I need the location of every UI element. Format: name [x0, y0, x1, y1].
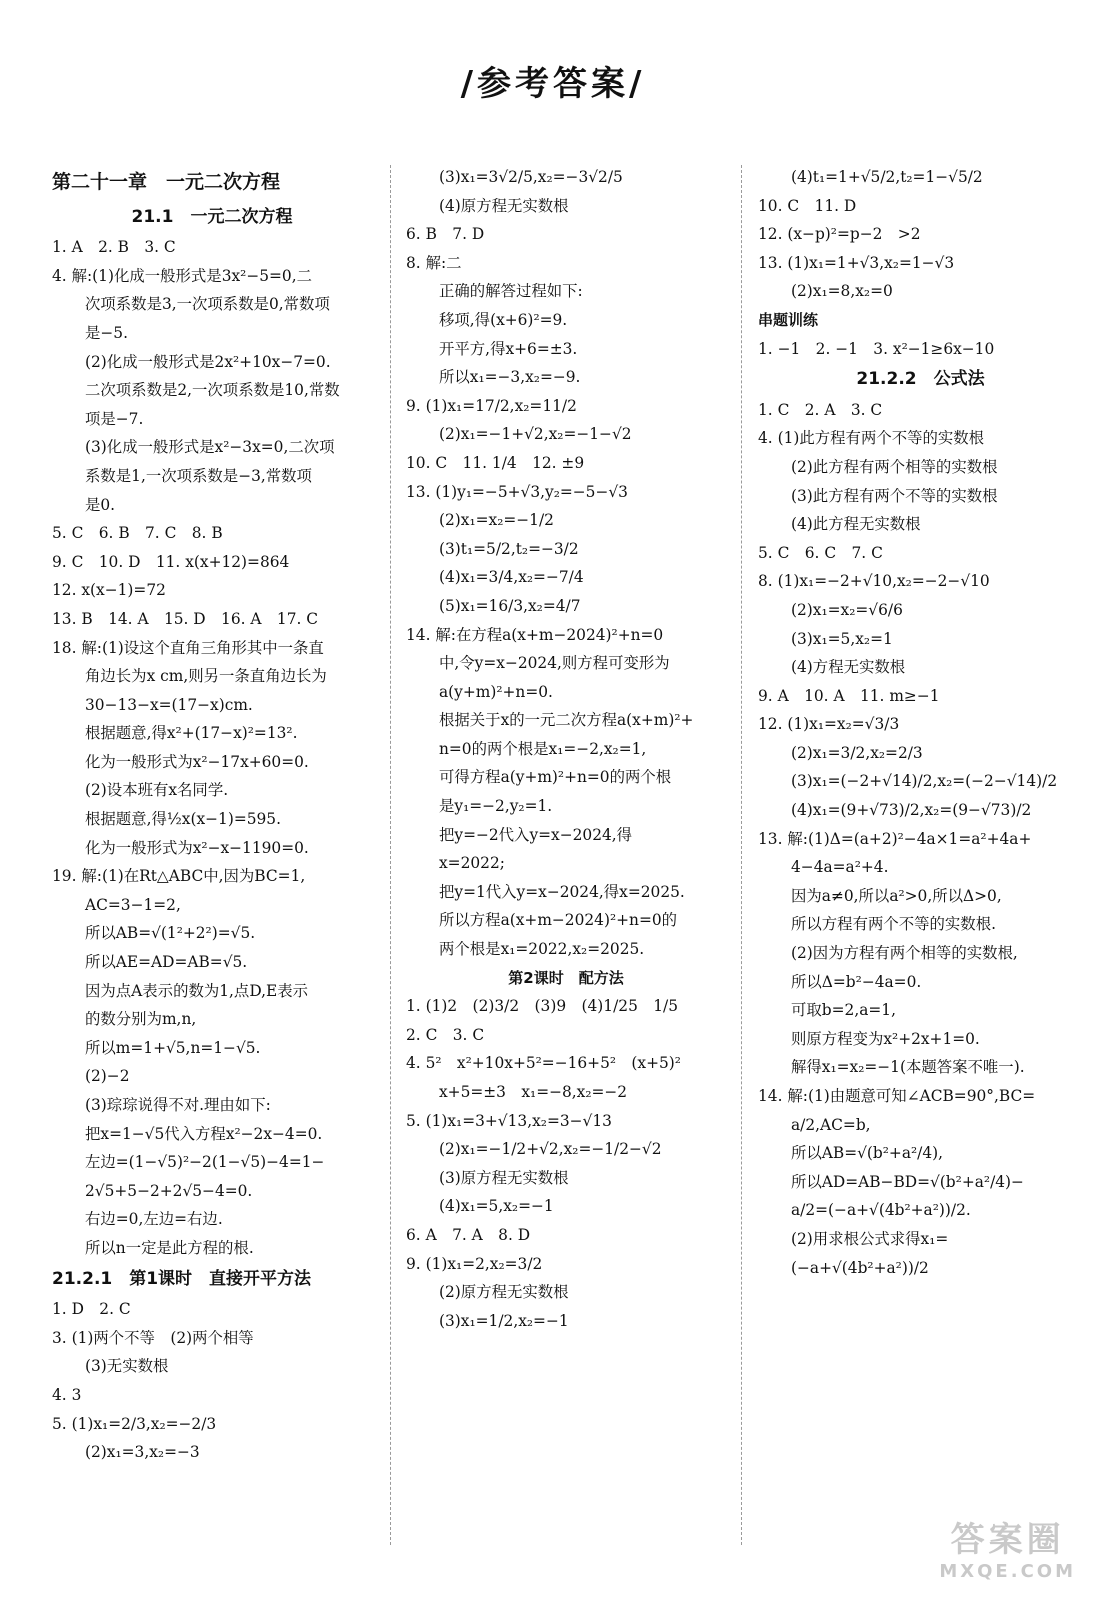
answer-line: 中,令y=x−2024,则方程可变形为 [439, 654, 670, 673]
answer-line: (5)x₁=16/3,x₂=4/7 [439, 596, 581, 615]
answer-line: 8. 解:二 [406, 253, 462, 272]
answer-line: 所以Δ=b²−4a=0. [791, 972, 922, 991]
answer-line: 所以方程有两个不等的实数根. [791, 915, 996, 934]
answer-line: (3)此方程有两个不等的实数根 [791, 486, 998, 505]
answer-line: (4)t₁=1+√5/2,t₂=1−√5/2 [791, 168, 983, 186]
answer-line: 3. (1)两个不等 (2)两个相等 [52, 1328, 254, 1347]
answer-line: 可取b=2,a=1, [791, 1001, 896, 1020]
answer-line: (2)x₁=−1/2+√2,x₂=−1/2−√2 [439, 1140, 662, 1159]
answer-line: 根据题意,得½x(x−1)=595. [85, 810, 281, 829]
answer-line: (2)原方程无实数根 [439, 1283, 569, 1302]
answer-line: 12. x(x−1)=72 [52, 581, 166, 600]
answer-line: 4−4a=a²+4. [791, 858, 889, 877]
answer-line: (2)因为方程有两个相等的实数根, [791, 944, 1018, 963]
answer-line: 1. D 2. C [52, 1300, 131, 1319]
answer-line: x+5=±3 x₁=−8,x₂=−2 [439, 1083, 628, 1101]
answer-line: (2)x₁=3/2,x₂=2/3 [791, 743, 923, 762]
answer-line: (2)−2 [85, 1067, 130, 1086]
answer-line: (2)x₁=x₂=√6/6 [791, 600, 903, 619]
answer-line: 则原方程变为x²+2x+1=0. [791, 1029, 980, 1048]
lesson-heading: 第2课时 配方法 [508, 968, 624, 987]
answer-line: 14. 解:在方程a(x+m−2024)²+n=0 [406, 625, 664, 644]
answer-line: (2)设本班有x名同学. [85, 781, 229, 800]
answer-line: a/2=(−a+√(4b²+a²))/2. [791, 1201, 971, 1220]
answer-line: 角边长为x cm,则另一条直角边长为 [85, 667, 327, 686]
answer-line: 6. A 7. A 8. D [406, 1225, 531, 1244]
answer-line: 13. (1)x₁=1+√3,x₂=1−√3 [758, 253, 955, 272]
answer-line: 可得方程a(y+m)²+n=0的两个根 [439, 768, 672, 787]
answer-line: (2)用求根公式求得x₁= [791, 1229, 949, 1248]
answer-line: 8. (1)x₁=−2+√10,x₂=−2−√10 [758, 572, 990, 591]
answer-line: 10. C 11. 1/4 12. ±9 [406, 453, 585, 472]
answer-line: 1. −1 2. −1 3. x²−1≥6x−10 [758, 339, 995, 358]
column-divider [741, 165, 742, 1545]
answer-line: 所以AB=√(1²+2²)=√5. [85, 924, 256, 943]
answer-line: (4)此方程无实数根 [791, 515, 921, 534]
answer-line: 10. C 11. D [758, 196, 857, 215]
answer-line: 19. 解:(1)在Rt△ABC中,因为BC=1, [52, 867, 306, 886]
subsection-heading: 串题训练 [758, 310, 819, 329]
answer-line: 是y₁=−2,y₂=1. [439, 797, 553, 816]
section-heading: 21.1 一元二次方程 [131, 206, 293, 227]
column-divider [390, 165, 391, 1545]
answer-line: 所以AB=√(b²+a²/4), [791, 1144, 944, 1163]
answer-line: 1. A 2. B 3. C [52, 238, 176, 257]
answer-line: (2)x₁=x₂=−1/2 [439, 511, 554, 530]
answer-line: 次项系数是3,一次项系数是0,常数项 [85, 295, 330, 314]
answer-line: 把y=1代入y=x−2024,得x=2025. [439, 882, 685, 901]
answer-line: (4)x₁=5,x₂=−1 [439, 1197, 554, 1216]
answer-line: (−a+√(4b²+a²))/2 [791, 1258, 929, 1277]
answer-line: 18. 解:(1)设这个直角三角形其中一条直 [52, 638, 324, 657]
answer-line: AC=3−1=2, [85, 895, 181, 914]
answer-line: 2√5+5−2+2√5−4=0. [85, 1181, 253, 1200]
watermark-url: MXQE.COM [939, 1561, 1076, 1582]
answer-line: 化为一般形式为x²−17x+60=0. [85, 752, 309, 771]
answer-line: (3)t₁=5/2,t₂=−3/2 [439, 539, 579, 558]
answer-line: 开平方,得x+6=±3. [439, 339, 578, 358]
answer-line: (4)x₁=(9+√73)/2,x₂=(9−√73)/2 [791, 801, 1032, 820]
answer-line: 13. (1)y₁=−5+√3,y₂=−5−√3 [406, 482, 628, 501]
answer-line: 所以m=1+√5,n=1−√5. [85, 1038, 261, 1057]
answer-line: 9. (1)x₁=2,x₂=3/2 [406, 1254, 543, 1273]
answer-line: 13. B 14. A 15. D 16. A 17. C [52, 609, 319, 628]
answer-line: 解得x₁=x₂=−1(本题答案不唯一). [791, 1058, 1025, 1077]
answer-line: 12. (x−p)²=p−2 >2 [758, 225, 921, 244]
answer-line: (3)琮琮说得不对.理由如下: [85, 1096, 271, 1114]
chapter-heading: 第二十一章 一元二次方程 [52, 171, 281, 193]
answer-line: (4)原方程无实数根 [439, 196, 569, 215]
answer-line: 移项,得(x+6)²=9. [439, 310, 568, 329]
answer-line: 系数是1,一次项系数是−3,常数项 [85, 466, 312, 485]
answer-line: 把x=1−√5代入方程x²−2x−4=0. [85, 1124, 323, 1143]
answer-line: 9. A 10. A 11. m≥−1 [758, 686, 940, 705]
answer-line: 是−5. [85, 323, 128, 342]
answer-line: (2)x₁=8,x₂=0 [791, 282, 893, 301]
answer-line: (3)化成一般形式是x²−3x=0,二次项 [85, 438, 335, 457]
answer-line: (2)x₁=−1+√2,x₂=−1−√2 [439, 425, 632, 444]
answer-line: 所以方程a(x+m−2024)²+n=0的 [439, 911, 678, 930]
answer-line: 根据关于x的一元二次方程a(x+m)²+ [439, 711, 694, 730]
answer-line: (4)方程无实数根 [791, 658, 906, 677]
watermark-logo [939, 1512, 1076, 1582]
answer-line: (3)x₁=5,x₂=1 [791, 629, 893, 648]
answer-line: (3)无实数根 [85, 1357, 169, 1376]
answer-line: 5. C 6. B 7. C 8. B [52, 524, 223, 543]
answer-line: n=0的两个根是x₁=−2,x₂=1, [439, 739, 647, 758]
watermark-text: 答案圈 [950, 1520, 1065, 1560]
answer-line: 9. (1)x₁=17/2,x₂=11/2 [406, 396, 577, 415]
answer-line: 4. 解:(1)化成一般形式是3x²−5=0,二 [52, 266, 312, 285]
answer-line: (3)x₁=3√2/5,x₂=−3√2/5 [439, 168, 623, 186]
answer-line: a(y+m)²+n=0. [439, 682, 553, 701]
answer-line: (3)x₁=1/2,x₂=−1 [439, 1311, 569, 1330]
answer-line: 化为一般形式为x²−x−1190=0. [85, 838, 309, 857]
answer-line: 9. C 10. D 11. x(x+12)=864 [52, 552, 290, 571]
page-title: /参考答案/ [460, 64, 646, 104]
answer-line: 因为a≠0,所以a²>0,所以Δ>0, [791, 886, 1002, 905]
answer-line: x=2022; [439, 854, 505, 873]
answer-line: 项是−7. [85, 409, 144, 428]
answer-line: 因为点A表示的数为1,点D,E表示 [85, 981, 309, 1000]
answer-line: 4. (1)此方程有两个不等的实数根 [758, 429, 985, 448]
answer-line: 1. (1)2 (2)3/2 (3)9 (4)1/25 1/5 [406, 997, 679, 1016]
answer-line: 4. 3 [52, 1385, 82, 1404]
answer-line: (3)原方程无实数根 [439, 1168, 569, 1187]
answer-line: 二次项系数是2,一次项系数是10,常数 [85, 381, 340, 400]
answer-line: 根据题意,得x²+(17−x)²=13². [85, 724, 298, 743]
answer-line: 30−13−x=(17−x)cm. [85, 695, 253, 714]
answer-line: 把y=−2代入y=x−2024,得 [439, 825, 633, 844]
answer-line: (2)x₁=3,x₂=−3 [85, 1443, 200, 1462]
answer-line: 2. C 3. C [406, 1025, 485, 1044]
answer-line: 5. (1)x₁=2/3,x₂=−2/3 [52, 1414, 217, 1433]
answer-column-3 [758, 163, 1083, 1282]
answer-line: 4. 5² x²+10x+5²=−16+5² (x+5)² [406, 1054, 681, 1073]
section-heading: 21.2.1 第1课时 直接开平方法 [52, 1268, 312, 1289]
answer-line: 左边=(1−√5)²−2(1−√5)−4=1− [85, 1153, 325, 1172]
answer-line: 右边=0,左边=右边. [85, 1210, 223, 1229]
answer-line: 正确的解答过程如下: [439, 282, 583, 301]
answer-line: (4)x₁=3/4,x₂=−7/4 [439, 568, 584, 587]
answer-line: 的数分别为m,n, [85, 1010, 197, 1029]
answer-line: 所以AD=AB−BD=√(b²+a²/4)− [791, 1172, 1024, 1191]
answer-line: 5. (1)x₁=3+√13,x₂=3−√13 [406, 1111, 612, 1130]
answer-line: (3)x₁=(−2+√14)/2,x₂=(−2−√14)/2 [791, 772, 1058, 791]
answer-line: 5. C 6. C 7. C [758, 543, 883, 562]
answer-line: 6. B 7. D [406, 225, 485, 244]
answer-line: 13. 解:(1)Δ=(a+2)²−4a×1=a²+4a+ [758, 829, 1032, 848]
answer-line: 1. C 2. A 3. C [758, 400, 883, 419]
answer-column-1 [52, 163, 372, 1467]
answer-line: (2)化成一般形式是2x²+10x−7=0. [85, 352, 331, 371]
answer-line: 12. (1)x₁=x₂=√3/3 [758, 715, 900, 734]
answer-line: 两个根是x₁=2022,x₂=2025. [439, 940, 645, 959]
answer-line: 所以AE=AD=AB=√5. [85, 953, 248, 972]
answer-line: 所以x₁=−3,x₂=−9. [439, 368, 581, 387]
answer-line: 14. 解:(1)由题意可知∠ACB=90°,BC= [758, 1087, 1036, 1105]
answer-line: 所以n一定是此方程的根. [85, 1238, 254, 1257]
answer-column-2 [406, 163, 726, 1335]
answer-line: (2)此方程有两个相等的实数根 [791, 457, 998, 476]
answer-line: a/2,AC=b, [791, 1115, 871, 1134]
section-heading: 21.2.2 公式法 [856, 369, 985, 390]
answer-line: 是0. [85, 495, 116, 514]
